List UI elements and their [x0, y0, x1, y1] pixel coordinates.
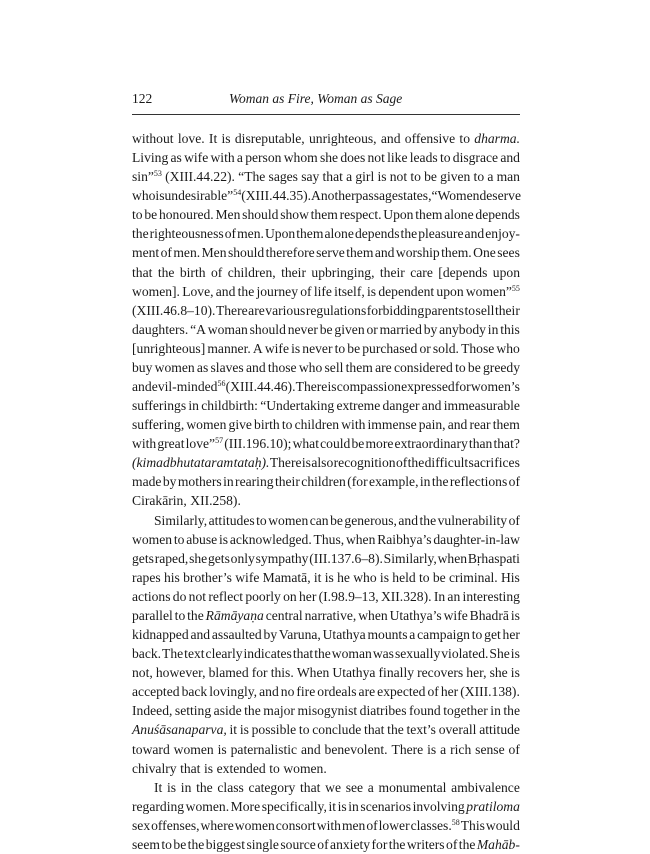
text-line: without love. It is disreputable, unrighteous, and offensive to dharma. — [132, 131, 520, 146]
text-line: Similarly, attitudes to women can be generous, and the vulnerability of — [154, 512, 520, 528]
text-line: parallel to the Rāmāyaṇa central narrative, when Utathya’s wife Bhadrā is — [132, 607, 520, 623]
text-line: women to abuse is acknowledged. Thus, when Raibhya’s daughter-in-law — [132, 531, 520, 547]
text-line: rapes his brother’s wife Mamatā, it is he who is held to be criminal. His — [132, 569, 520, 585]
running-title: Woman as Fire, Woman as Sage — [229, 91, 403, 106]
text-line: regarding women. More specifically, it is in scenarios involving pratiloma — [132, 798, 520, 814]
text-line: buy women as slaves and those who sell them are considered to be greedy — [132, 359, 520, 375]
text-line: (XIII.46.8–10). There are various regulations forbidding parents to sell their — [132, 302, 520, 318]
text-line: and evil-minded$^{56}$ (XIII.44.46). There is compassion expressed for women’s — [132, 379, 520, 395]
text-line: suffering, women give birth to children with immense pain, and rear them — [132, 417, 520, 433]
text-line: ment of men. Men should therefore serve them and worship them. One sees — [132, 245, 520, 261]
text-line: back. The text clearly indicates that the woman was sexually violated. She is — [132, 646, 520, 662]
text-line: to be honoured. Men should show them respect. Upon them alone depends — [132, 207, 520, 223]
text-line: sin”$^{53}$ (XIII.44.22). “The sages say that a girl is not to be given to a man — [132, 169, 520, 185]
text-line: accepted back lovingly, and no fire ordeals are expected of her (XIII.138). — [132, 684, 520, 700]
page-number: 122 — [132, 91, 153, 106]
text-line: (kimadbhutataram tataḥ). There is also recognition of the difficult sacrifices — [132, 455, 520, 471]
text-line: daughters. “A woman should never be given or married by anybody in this — [132, 321, 520, 337]
text-line: chivalry that is extended to women. — [132, 760, 327, 776]
text-line: toward women is paternalistic and benevolent. There is a rich sense of — [132, 741, 520, 757]
text-line: gets raped, she gets only sympathy (III.137.6–8). Similarly, when Bṛhaspati — [132, 550, 520, 566]
text-line: women]. Love, and the journey of life itself, is dependent upon women”$^{55}$ — [132, 283, 520, 299]
text-line: the righteousness of men. Upon them alone depends the pleasure and enjoy- — [132, 226, 520, 242]
text-line: not, however, blamed for this. When Utathya finally recovers her, she is — [132, 665, 520, 681]
text-line: sufferings in childbirth: “Undertaking extreme danger and immeasurable — [132, 398, 520, 414]
text-line: [unrighteous] manner. A wife is never to be purchased or sold. Those who — [132, 340, 520, 356]
text-line: It is in the class category that we see a monumental ambivalence — [154, 779, 520, 795]
text-line: with great love”$^{57}$ (III.196.10); what could be more extraordinary than that? — [132, 436, 520, 452]
text-line: Cirakārin, XII.258). — [132, 493, 241, 509]
page-header — [132, 91, 520, 113]
header-rule — [132, 114, 520, 115]
text-line: seem to be the biggest single source of anxiety for the writers of the Mahāb- — [132, 836, 520, 852]
text-line: made by mothers in rearing their children (for example, in the reflections of — [132, 474, 520, 490]
body-text — [132, 129, 520, 854]
text-line: actions do not reflect poorly on her (I.98.9–13, XII.328). In an interesting — [132, 588, 520, 604]
text-line: who is undesirable”$^{54}$ (XIII.44.35). Another passage states, “Women deserve — [132, 188, 521, 204]
text-line: Indeed, setting aside the major misogynist diatribes found together in the — [132, 703, 520, 719]
text-line: that the birth of children, their upbringing, their care [depends upon — [132, 264, 520, 280]
text-line: Living as wife with a person whom she does not like leads to disgrace and — [132, 150, 520, 166]
text-line: Anuśāsanaparva, it is possible to conclude that the text’s overall attitude — [132, 722, 520, 738]
text-line: kidnapped and assaulted by Varuna, Utathya mounts a campaign to get her — [132, 627, 520, 643]
text-line: sex offenses, where women consort with men of lower classes.$^{58}$ This would — [132, 817, 520, 833]
